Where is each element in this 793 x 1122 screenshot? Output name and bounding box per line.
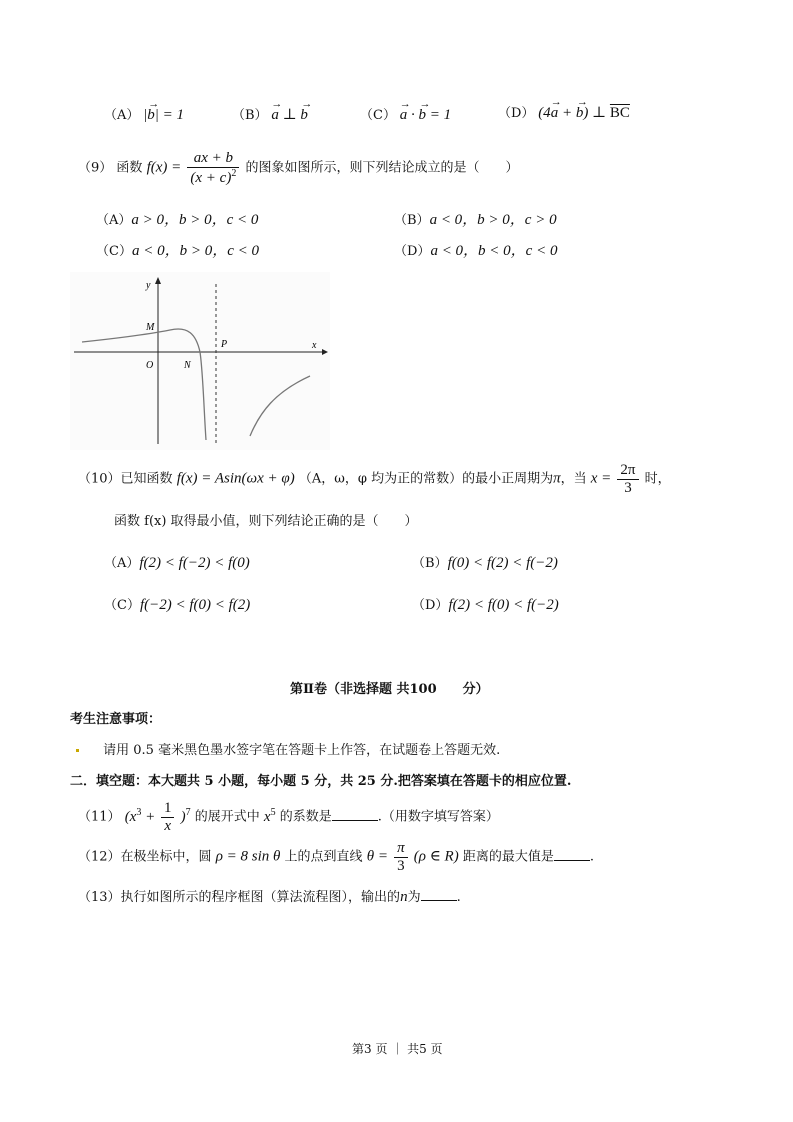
q13-answer-blank[interactable] bbox=[421, 888, 457, 901]
q8-option-a: （A） |b → | = 1 bbox=[104, 98, 185, 123]
q9-function-graph bbox=[70, 272, 330, 450]
q8-option-d: （D） (4a → + b → ) ⊥ $\overline{BC}$ bbox=[498, 96, 630, 121]
label-x: x bbox=[312, 340, 317, 351]
q10-option-c: （C）f(−2) < f(0) < f(2) bbox=[104, 597, 251, 613]
q9-fraction: $\frac{ax + b}{(x + c)^2}$ bbox=[187, 150, 239, 186]
q9-option-b: （B）a < 0，b > 0，c > 0 bbox=[394, 212, 557, 228]
q10-stem-line2: 函数 f(x) 取得最小值，则下列结论正确的是（ ） bbox=[114, 514, 418, 529]
q10-option-a: （A）f(2) < f(−2) < f(0) bbox=[104, 555, 250, 571]
label-o: O bbox=[146, 360, 154, 371]
label-m: M bbox=[146, 322, 155, 333]
notice-title: 考生注意事项： bbox=[70, 712, 162, 727]
q9-stem: （9） 函数 f(x) = $\frac{ax + b}{(x + c)^2}$ 的图象如图所示，则下列结论成立的是（ ） bbox=[78, 150, 519, 186]
q8-option-b: （B） a → ⊥ b → bbox=[232, 98, 313, 123]
q10-option-d: （D）f(2) < f(0) < f(−2) bbox=[412, 597, 559, 613]
q9-option-d: （D）a < 0，b < 0，c < 0 bbox=[394, 243, 558, 259]
notice-text-row: 请用 0.5 毫米黑色墨水签字笔在答题卡上作答，在试题卷上答题无效. bbox=[76, 739, 500, 758]
q10-option-b: （B）f(0) < f(2) < f(−2) bbox=[412, 555, 558, 571]
label-y: y bbox=[146, 280, 151, 291]
q10-stem-line1: （10）已知函数 f(x) = Asin(ωx + φ) （A，ω，φ 均为正的常数）的最小正周期为π，当 x = $\frac{2\pi}{3}$ 时， bbox=[78, 462, 671, 496]
q11-stem: （11） ($x^3$ + $\frac{1}{x}$ )$^7$ 的展开式中 $x^5$ 的系数是 .（用数字填写答案） bbox=[78, 800, 499, 834]
fill-in-title: 二．填空题：本大题共 5 小题，每小题 5 分，共 25 分.把答案填在答题卡的相应位置. bbox=[70, 774, 572, 789]
q12-stem: （12）在极坐标中，圆 ρ = 8 sin θ 上的点到直线 θ = $\frac{\pi}{3}$ (ρ ∈ R) 距离的最大值是 . bbox=[78, 840, 595, 874]
q12-answer-blank[interactable] bbox=[554, 848, 590, 861]
section2-title: 第Ⅱ卷（非选择题 共100 分） bbox=[290, 682, 489, 697]
q8-option-c: （C） a → · b → = 1 bbox=[360, 98, 452, 123]
q13-stem: （13）执行如图所示的程序框图（算法流程图），输出的n为 . bbox=[78, 889, 461, 905]
q11-answer-blank[interactable] bbox=[332, 808, 378, 821]
label-p: P bbox=[221, 339, 228, 350]
q9-option-a: （A）a > 0，b > 0，c < 0 bbox=[96, 212, 259, 228]
bullet-dot-icon bbox=[76, 749, 79, 752]
page-footer: 第3 页 ｜ 共5 页 bbox=[352, 1042, 443, 1056]
label-n: N bbox=[184, 360, 191, 371]
q9-option-c: （C）a < 0，b > 0，c < 0 bbox=[96, 243, 259, 259]
